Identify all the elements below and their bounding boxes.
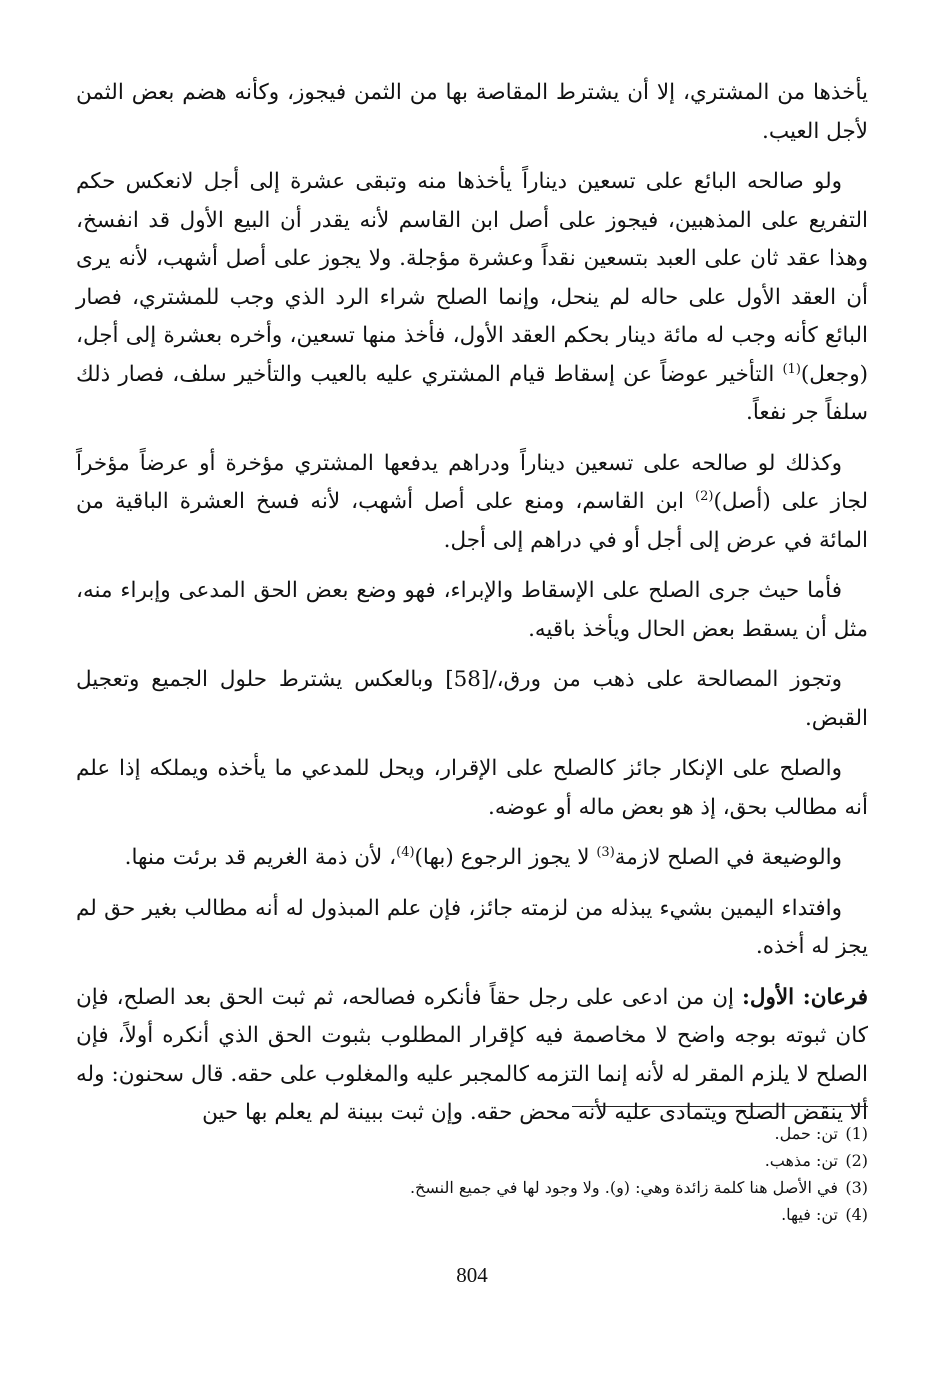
paragraph-9-text: إن من ادعى على رجل حقاً فأنكره فصالحه، ثم ثبت الحق بعد الصلح، فإن كان ثبوته بوجه واضح لا مخاصمة فيه كإقرار المطلوب بثبوت الحق الذي أنكره أولاً، فإن الصلح لا يلزم المقر له لأنه إنما التزمه كالمجبر عليه والمغلوب على حقه. قال سحنون: وله ألا ينقض الصلح ويتمادى عليه لأنه محض حقه. وإن ثبت ببينة لم يعلم بها حين	[76, 984, 868, 1125]
footnote-3	[76, 1174, 868, 1201]
paragraph-7	[76, 839, 868, 878]
footnote-number: (1)	[845, 1124, 868, 1143]
paragraph-4: فأما حيث جرى الصلح على الإسقاط والإبراء، فهو وضع بعض الحق المدعى وإبراء منه، مثل أن يسقط بعض الحال ويأخذ باقيه.	[76, 578, 868, 642]
footnote-number: (2)	[845, 1151, 868, 1170]
page-number: 804	[456, 1263, 488, 1287]
paragraph-3-part-a: وكذلك لو صالحه على تسعين ديناراً ودراهم يدفعها المشتري مؤخرة أو عرضاً مؤخراً لجاز على (أصل)	[76, 450, 869, 514]
paragraph-3-part-b: ابن القاسم، ومنع على أصل أشهب، لأنه فسخ العشرة الباقية من المائة في عرض إلى أجل أو في دراهم إلى أجل.	[76, 489, 868, 553]
paragraph-2	[76, 163, 868, 433]
footnote-text: تن: مذهب.	[764, 1151, 838, 1170]
main-text	[76, 74, 868, 1145]
paragraph-6: والصلح على الإنكار جائز كالصلح على الإقرار، ويحل للمدعي ما يأخذه ويملكه إذا علم أنه مطالب بحق، إذ هو بعض ماله أو عوضه.	[76, 756, 868, 820]
footnote-text: تن: فيها.	[781, 1205, 838, 1224]
paragraph-3	[76, 445, 868, 561]
footnote-ref-4: (4)	[396, 844, 415, 860]
section-heading: فرعان: الأول:	[741, 984, 869, 1010]
footnote-ref-1: (1)	[782, 361, 801, 377]
footnote-number: (4)	[845, 1205, 868, 1224]
footnote-4	[76, 1201, 868, 1228]
paragraph-7-part-b: لا يجوز الرجوع (بها)	[414, 845, 597, 870]
paragraph-1: يأخذها من المشتري، إلا أن يشترط المقاصة بها من الثمن فيجوز، وكأنه هضم بعض الثمن لأجل العيب.	[76, 80, 868, 144]
footnote-ref-3: (3)	[596, 844, 615, 860]
paragraph-5: وتجوز المصالحة على ذهب من ورق،/[58] وبالعكس يشترط حلول الجميع وتعجيل القبض.	[76, 667, 868, 731]
paragraph-2-part-a: ولو صالحه البائع على تسعين ديناراً يأخذها منه وتبقى عشرة إلى أجل لانعكس حكم التفريع على المذهبين، فيجوز على أصل ابن القاسم لأنه يقدر أن البيع الأول قد انفسخ، وهذا عقد ثان على العبد بتسعين نقداً وعشرة مؤجلة. ولا يجوز على أصل أشهب، لأنه يرى أن العقد الأول على حاله لم ينحل، وإنما الصلح شراء الرد الذي وجب للمشتري، فصار البائع كأنه وجب له مائة دينار بحكم العقد الأول، فأخذ منها تسعين، وأخره بعشرة إلى أجل، (وجعل)	[76, 169, 868, 387]
footnote-text: تن: حمل.	[774, 1124, 838, 1143]
paragraph-7-part-a: والوضيعة في الصلح لازمة	[614, 845, 842, 870]
footnote-ref-2: (2)	[695, 488, 714, 504]
paragraph-8: وافتداء اليمين بشيء يبذله من لزمته جائز، فإن علم المبذول له أنه مطالب بغير حق لم يجز له أخذه.	[76, 895, 868, 959]
paragraph-9	[76, 979, 868, 1133]
footnotes	[76, 1120, 868, 1228]
paragraph-2-part-b: التأخير عوضاً عن إسقاط قيام المشتري عليه بالعيب والتأخير سلف، فصار ذلك سلفاً جر نفعاً.	[76, 361, 868, 425]
footnote-number: (3)	[845, 1178, 868, 1197]
footnote-text: في الأصل هنا كلمة زائدة وهي: (و). ولا وجود لها في جميع النسخ.	[409, 1178, 838, 1197]
footnote-separator	[572, 1106, 868, 1107]
footnote-2	[76, 1147, 868, 1174]
footnote-1	[76, 1120, 868, 1147]
paragraph-7-part-c: ، لأن ذمة الغريم قد برئت منها.	[124, 845, 397, 870]
